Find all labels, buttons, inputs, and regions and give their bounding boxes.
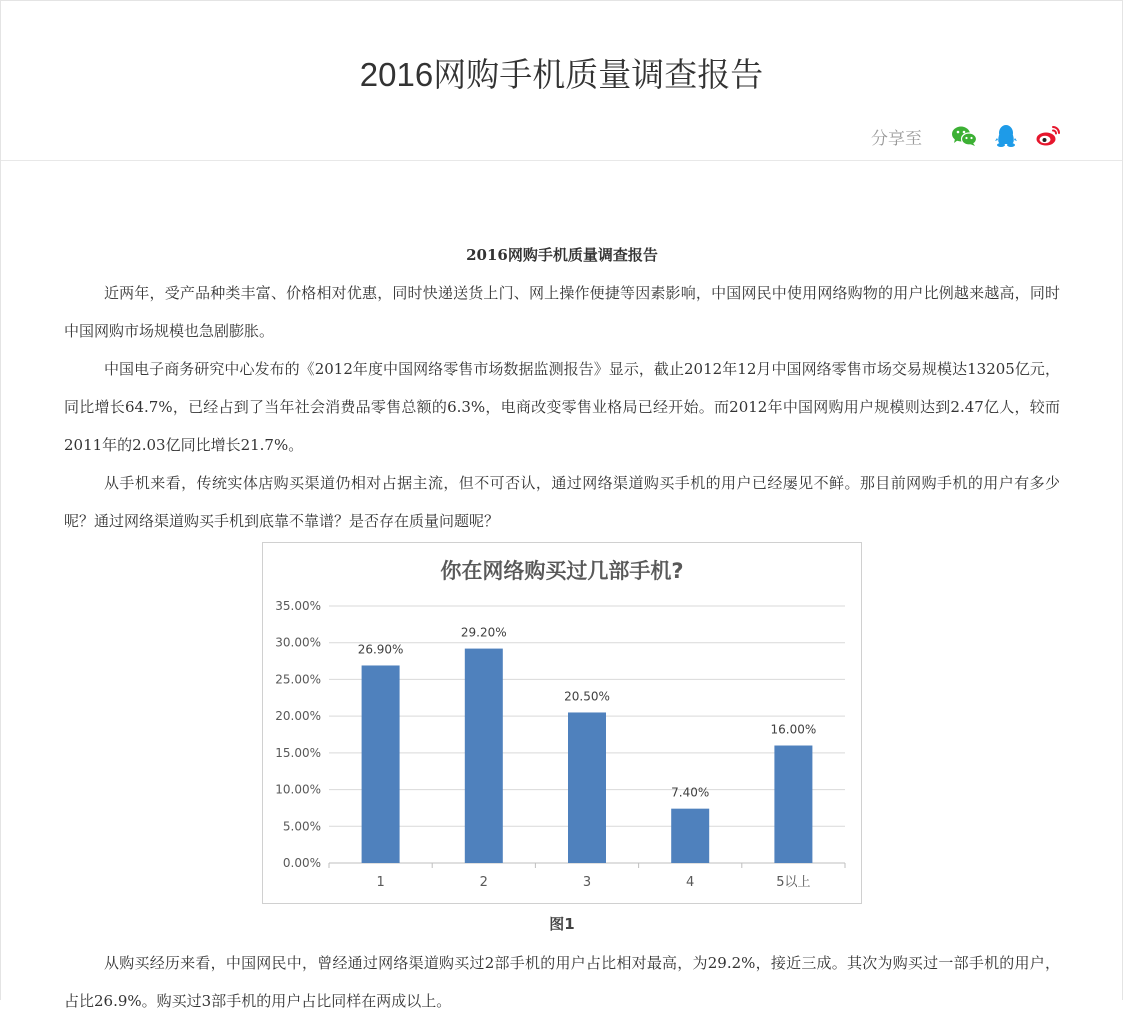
weibo-icon[interactable] — [1034, 122, 1062, 150]
share-label: 分享至 — [871, 128, 922, 149]
bar-4 — [671, 809, 709, 863]
data-label: 26.90% — [357, 642, 404, 657]
chart-svg — [263, 543, 861, 903]
y-tick-label: 35.00% — [275, 599, 321, 613]
article-body — [64, 238, 1060, 1020]
y-tick-label: 15.00% — [275, 745, 321, 760]
y-tick-label: 5.00% — [282, 819, 321, 834]
y-tick-label: 20.00% — [275, 709, 321, 724]
bar-3 — [568, 712, 606, 863]
figure-caption: 图1 — [549, 915, 575, 933]
y-tick-label: 10.00% — [275, 782, 321, 797]
x-tick-label: 2 — [479, 875, 488, 890]
page-title: 2016网购手机质量调查报告 — [359, 56, 764, 93]
x-tick-label: 5以上 — [776, 875, 811, 890]
wechat-icon[interactable] — [950, 122, 978, 150]
y-tick-label: 30.00% — [275, 635, 321, 650]
data-label: 7.40% — [671, 785, 710, 800]
y-tick-label: 25.00% — [275, 672, 321, 687]
data-label: 16.00% — [770, 722, 817, 737]
bar-1 — [362, 665, 400, 863]
bar-5 — [774, 746, 812, 863]
bar-chart — [262, 542, 862, 904]
data-label: 29.20% — [460, 625, 507, 640]
paragraph: 近两年，受产品种类丰富、价格相对优惠，同时快递送货上门、网上操作便捷等因素影响，中国网民中使用网络购物的用户比例越来越高，同时中国网购市场规模也急剧膨胀。 — [64, 284, 1060, 340]
chart-title: 你在网络购买过几部手机? — [440, 559, 684, 583]
x-tick-label: 4 — [686, 875, 695, 890]
bar-2 — [465, 649, 503, 863]
paragraph: 中国电子商务研究中心发布的《2012年度中国网络零售市场数据监测报告》显示，截止2012年12月中国网络零售市场交易规模达13205亿元，同比增长64.7%，已经占到了当年社会消费品零售总额的6.3%，电商改变零售业格局已经开始。而2012年中国网购用户规模则达到2.47亿人，较而2011年的2.03亿同比增长21.7%。 — [64, 360, 1060, 454]
page-header — [1, 1, 1122, 161]
share-bar — [871, 121, 1062, 151]
x-tick-label: 1 — [376, 875, 385, 890]
data-label: 20.50% — [564, 689, 610, 704]
paragraph: 从手机来看，传统实体店购买渠道仍相对占据主流，但不可否认，通过网络渠道购买手机的用户已经屡见不鲜。那目前网购手机的用户有多少呢？通过网络渠道购买手机到底靠不靠谱？是否存在质量问题呢？ — [64, 474, 1060, 530]
y-tick-label: 0.00% — [282, 856, 321, 870]
article-title: 2016网购手机质量调查报告 — [466, 246, 658, 264]
qq-icon[interactable] — [992, 122, 1020, 150]
x-tick-label: 3 — [582, 875, 592, 890]
paragraph: 从购买经历来看，中国网民中，曾经通过网络渠道购买过2部手机的用户占比相对最高，为29.2%，接近三成。其次为购买过一部手机的用户，占比26.9%。购买过3部手机的用户占比同样在两成以上。 — [64, 954, 1060, 1010]
